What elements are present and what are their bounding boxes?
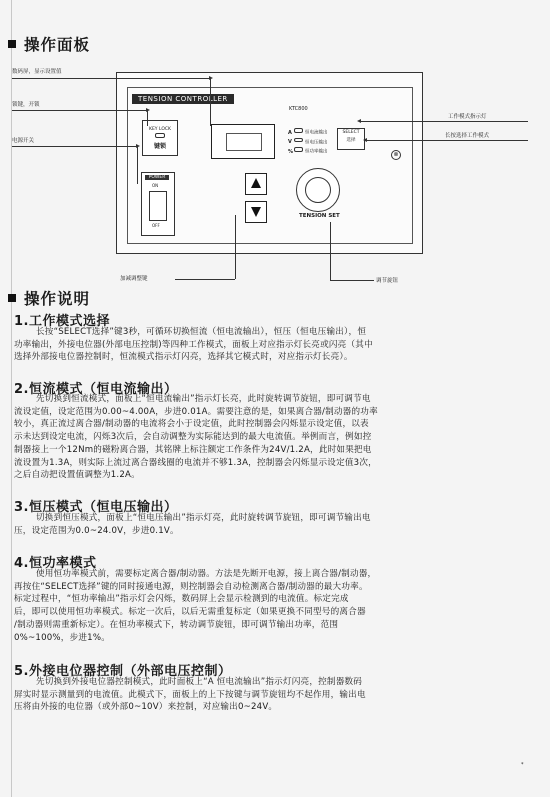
- callout-line: [12, 146, 137, 147]
- model-label: KTC800: [289, 106, 308, 112]
- mode-letter: %: [288, 148, 294, 155]
- para-line: 制器接上一个12Nm的磁粉离合器，其铭牌上标注额定工作条件为24V/1.2A，此时如果把电: [14, 444, 372, 455]
- page-edge-line: [11, 0, 12, 797]
- para-line: 标定过程中，“恒功率输出”指示灯会闪烁，数码屏上会显示检测到的电流值。标定完成: [14, 594, 349, 605]
- item-paragraph: [14, 568, 522, 644]
- digital-display: [211, 124, 275, 159]
- item-heading: 2.恒流模式（恒电流输出）: [14, 382, 178, 397]
- item-heading: 5.外接电位器控制（外部电压控制）: [14, 664, 232, 679]
- para-line: 使用恒功率模式前，需要标定离合器/制动器。方法是先断开电源，接上离合器/制动器，: [36, 569, 377, 579]
- para-line: 后，即可以使用恒功率模式。标定一次后，以后无需重复标定（如果更换不同型号的离合器: [14, 607, 366, 618]
- callout-line: [366, 140, 528, 141]
- callout-knob: 调节旋钮: [376, 278, 399, 284]
- callout-display: 数码屏，显示设置值: [12, 69, 62, 75]
- select-label-en: SELECT: [342, 130, 360, 135]
- item-paragraph: [14, 393, 522, 482]
- item-paragraph: [14, 676, 522, 714]
- para-line: /制动器则需重新标定）。在恒功率模式下，转动调节旋钮，即可调节输出功率，范围: [14, 619, 339, 630]
- screw-icon: ⊗: [391, 150, 401, 160]
- para-line: 切换到恒压模式，面板上“恒电压输出”指示灯亮，此时旋转调节旋钮，即可调节输出电: [36, 513, 371, 523]
- footer-mark: *: [521, 762, 524, 768]
- para-line: 压将由外接的电位器（或外部0~10V）来控制，对应输出0~24V。: [14, 702, 278, 713]
- callout-line: [147, 110, 148, 126]
- callout-lock: 锁键，开锁: [12, 102, 40, 108]
- item-heading: 3.恒压模式（恒电压输出）: [14, 500, 178, 515]
- section-title: 操作说明: [24, 290, 91, 308]
- section-heading-instructions: [8, 287, 90, 309]
- callout-line: [12, 78, 210, 79]
- para-line: 较小，真正流过离合器/制动器的电流将会小于设定值，此时控制器会闪烁显示设定值，以表: [14, 419, 369, 430]
- para-line: 功率输出，外接电位器(外部电压控制)等四种工作模式，面板上对应指示灯长亮或闪亮（其中: [14, 339, 373, 350]
- section-title: 操作面板: [24, 36, 91, 54]
- para-line: 流设定值，设定范围为0.00~4.00A，步进0.01A。需要注意的是，如果离合器/制动器的功率: [14, 406, 378, 417]
- item-paragraph: [14, 512, 522, 537]
- select-button[interactable]: [337, 128, 365, 150]
- bullet-square-icon: [8, 294, 16, 302]
- para-line: 长按“SELECT选择”键3秒，可循环切换恒流（恒电流输出），恒压（恒电压输出），恒: [36, 327, 367, 337]
- para-line: 再按住“SELECT选择”键的同时接通电源，则控制器会自动检测离合器/制动器的最大功率。: [14, 581, 368, 592]
- tension-knob[interactable]: [296, 168, 340, 212]
- callout-mode-indicator: 工作模式指示灯: [448, 114, 487, 120]
- power-on-label: ON: [152, 183, 159, 188]
- select-label-zh: 选择: [346, 138, 356, 143]
- callout-line: [137, 146, 138, 184]
- callout-line: [210, 78, 211, 126]
- callout-line: [175, 279, 235, 280]
- para-line: 示未达到设定电流，闪烁3次后，会自动调整为实际能达到的最大电流值。举例而言，例如控: [14, 432, 372, 443]
- bullet-square-icon: [8, 40, 16, 48]
- item-heading: 1.工作模式选择: [14, 314, 110, 329]
- para-line: 先切换到恒流模式，面板上“恒电流输出”指示灯长亮，此时旋转调节旋钮，即可调节电: [36, 394, 371, 404]
- decrease-button[interactable]: [245, 201, 267, 223]
- mode-row-power: [288, 147, 328, 157]
- section-heading-panel: [8, 33, 90, 55]
- para-line: 0%~100%，步进1%。: [14, 632, 111, 643]
- callout-line: [235, 215, 236, 279]
- power-switch-box: [141, 172, 175, 236]
- mode-indicators: [288, 128, 328, 157]
- item-heading: 4.恒功率模式: [14, 556, 97, 571]
- triangle-down-icon: [251, 207, 261, 217]
- knob-label: TENSION SET: [299, 213, 340, 219]
- power-label: POWER: [145, 175, 169, 180]
- para-line: 压，设定范围为0.0~24.0V，步进0.1V。: [14, 525, 179, 536]
- mode-led-icon: [294, 128, 303, 133]
- callout-power: 电源开关: [12, 138, 35, 144]
- callout-line: [360, 121, 528, 122]
- para-line: 流设置为1.3A，则实际上流过离合器线圈的电流并不够1.3A，控制器会闪烁显示设定值3次，: [14, 457, 377, 468]
- para-line: 之后自动把设置值调整为1.2A。: [14, 470, 140, 481]
- para-line: 先切换到外接电位器控制模式，此时面板上“A 恒电流输出”指示灯闪亮，控制器数码: [36, 677, 363, 687]
- mode-label: 恒电流输出: [305, 130, 328, 136]
- mode-letter: A: [288, 129, 292, 136]
- display-window: [226, 133, 262, 151]
- mode-label: 恒功率输出: [305, 149, 328, 155]
- callout-line: [330, 222, 331, 280]
- triangle-up-icon: [251, 178, 261, 188]
- keylock-label-zh: 键锁: [153, 143, 166, 150]
- para-line: 选择外部接电位器控制时，恒流模式指示灯闪亮，选择其它模式时，对应指示灯长亮）。: [14, 352, 353, 363]
- mode-row-voltage: [288, 138, 328, 148]
- callout-long-press: 长按选择工作模式: [445, 133, 490, 139]
- mode-led-icon: [294, 138, 303, 143]
- knob-center: [305, 177, 331, 203]
- callout-line: [330, 280, 374, 281]
- callout-line: [12, 110, 147, 111]
- power-off-label: OFF: [152, 223, 160, 228]
- mode-letter: V: [288, 139, 292, 145]
- keylock-label-en: KEY LOCK: [149, 127, 171, 132]
- mode-label: 恒电压输出: [305, 140, 328, 145]
- increase-button[interactable]: [245, 173, 267, 195]
- mode-row-current: [288, 128, 328, 138]
- keylock-led-icon: [155, 133, 165, 138]
- brand-label: TENSION CONTROLLER: [132, 94, 234, 104]
- callout-adjust-keys: 加减调整键: [120, 276, 148, 282]
- mode-led-icon: [294, 147, 303, 152]
- item-paragraph: [14, 326, 522, 364]
- para-line: 屏实时显示测量到的电流值。此模式下，面板上的上下按键与调节旋钮均不起作用，输出电: [14, 689, 366, 700]
- power-rocker-switch[interactable]: [149, 191, 167, 221]
